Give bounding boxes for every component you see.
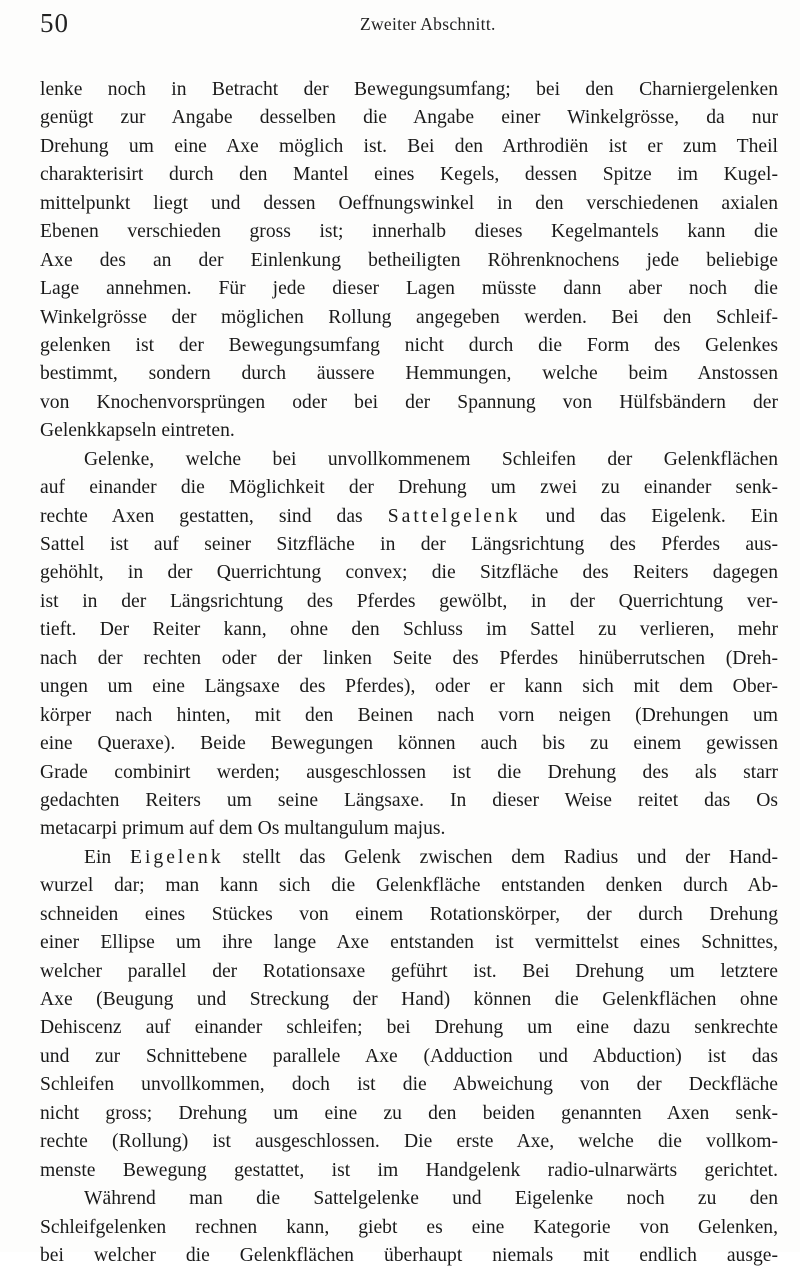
text-line: Drehung um eine Axe möglich ist. Bei den Arthrodiën ist er zum Theil (40, 135, 778, 157)
text-line-composite (40, 503, 778, 531)
term-sattelgelenk: Sattelgelenk (387, 505, 521, 527)
text-line: und zur Schnittebene parallele Axe (Adduction und Abduction) ist das (40, 1045, 778, 1067)
text-line-composite (40, 844, 778, 872)
text-line: menste Bewegung gestattet, ist im Handgelenk radio-ulnarwärts gerichtet. (40, 1159, 778, 1181)
text-segment: und das Eigelenk. Ein (545, 505, 779, 527)
text-line: genügt zur Angabe desselben die Angabe einer Winkelgrösse, da nur (40, 107, 778, 129)
text-line: tieft. Der Reiter kann, ohne den Schluss im Sattel zu verlieren, mehr (40, 619, 778, 641)
text-line: Ebenen verschieden gross ist; innerhalb dieses Kegelmantels kann die (40, 221, 778, 243)
text-line: Winkelgrösse der möglichen Rollung angegeben werden. Bei den Schleif- (40, 306, 778, 328)
text-segment: rechte Axen gestatten, sind das (40, 505, 363, 527)
text-line: gedachten Reiters um seine Längsaxe. In dieser Weise reitet das Os (40, 789, 778, 811)
text-line: bei welcher die Gelenkflächen überhaupt niemals mit endlich ausge- (40, 1244, 778, 1266)
text-line: rechte (Rollung) ist ausgeschlossen. Die erste Axe, welche die vollkom- (40, 1131, 778, 1153)
term-eigelenk: Eigelenk (130, 846, 224, 868)
text-line: welcher parallel der Rotationsaxe geführt ist. Bei Drehung um letztere (40, 960, 778, 982)
text-line: mittelpunkt liegt und dessen Oeffnungswinkel in den verschiedenen axialen (40, 192, 778, 214)
text-line: Gelenke, welche bei unvollkommenem Schleifen der Gelenkflächen (84, 448, 778, 470)
text-line: von Knochenvorsprüngen oder bei der Spannung von Hülfsbändern der (40, 391, 778, 413)
text-line: gelenken ist der Bewegungsumfang nicht durch die Form des Gelenkes (40, 334, 778, 356)
text-line: nach der rechten oder der linken Seite des Pferdes hinüberrutschen (Dreh- (40, 647, 778, 669)
text-line: Grade combinirt werden; ausgeschlossen ist die Drehung des als starr (40, 761, 778, 783)
text-line: schneiden eines Stückes von einem Rotationskörper, der durch Drehung (40, 903, 778, 925)
text-line: Schleifgelenken rechnen kann, giebt es eine Kategorie von Gelenken, (40, 1216, 778, 1238)
text-line: lenke noch in Betracht der Bewegungsumfang; bei den Charniergelenken (40, 79, 778, 100)
text-line: nicht gross; Drehung um eine zu den beiden genannten Axen senk- (40, 1102, 778, 1124)
text-line: metacarpi primum auf dem Os multangulum majus. (40, 818, 446, 840)
text-line: einer Ellipse um ihre lange Axe entstanden ist vermittelst eines Schnittes, (40, 932, 778, 954)
text-line: körper nach hinten, mit den Beinen nach vorn neigen (Drehungen um (40, 704, 778, 726)
text-line: ungen um eine Längsaxe des Pferdes), oder er kann sich mit dem Ober- (40, 676, 778, 698)
text-segment: stellt das Gelenk zwischen dem Radius und der Hand- (242, 846, 778, 868)
page-number: 50 (40, 8, 69, 38)
text-line: Dehiscenz auf einander schleifen; bei Drehung um eine dazu senkrechte (40, 1017, 778, 1039)
text-line: bestimmt, sondern durch äussere Hemmungen, welche beim Anstossen (40, 363, 778, 385)
text-line: Axe des an der Einlenkung betheiligten Röhrenknochens jede beliebige (40, 249, 778, 271)
text-line: Während man die Sattelgelenke und Eigelenke noch zu den (84, 1188, 778, 1210)
text-line: auf einander die Möglichkeit der Drehung um zwei zu einander senk- (40, 477, 778, 499)
text-line: Axe (Beugung und Streckung der Hand) können die Gelenkflächen ohne (40, 989, 778, 1010)
text-segment: Ein (84, 846, 112, 868)
text-line: Lage annehmen. Für jede dieser Lagen müsste dann aber noch die (40, 278, 778, 300)
text-line: Sattel ist auf seiner Sitzfläche in der Längsrichtung des Pferdes aus- (40, 534, 778, 555)
text-line: ist in der Längsrichtung des Pferdes gewölbt, in der Querrichtung ver- (40, 590, 778, 612)
text-line: charakterisirt durch den Mantel eines Kegels, dessen Spitze im Kugel- (40, 164, 778, 186)
text-line: Schleifen unvollkommen, doch ist die Abweichung von der Deckfläche (40, 1074, 778, 1096)
text-line: gehöhlt, in der Querrichtung convex; die Sitzfläche des Reiters dagegen (40, 562, 778, 584)
running-title: Zweiter Abschnitt. (360, 14, 496, 34)
text-line: eine Queraxe). Beide Bewegungen können auch bis zu einem gewissen (40, 733, 778, 755)
text-line: Gelenkkapseln eintreten. (40, 420, 235, 442)
text-line: wurzel dar; man kann sich die Gelenkfläche entstanden denken durch Ab- (40, 875, 778, 897)
body-text (40, 76, 778, 1270)
page-header (40, 0, 775, 60)
